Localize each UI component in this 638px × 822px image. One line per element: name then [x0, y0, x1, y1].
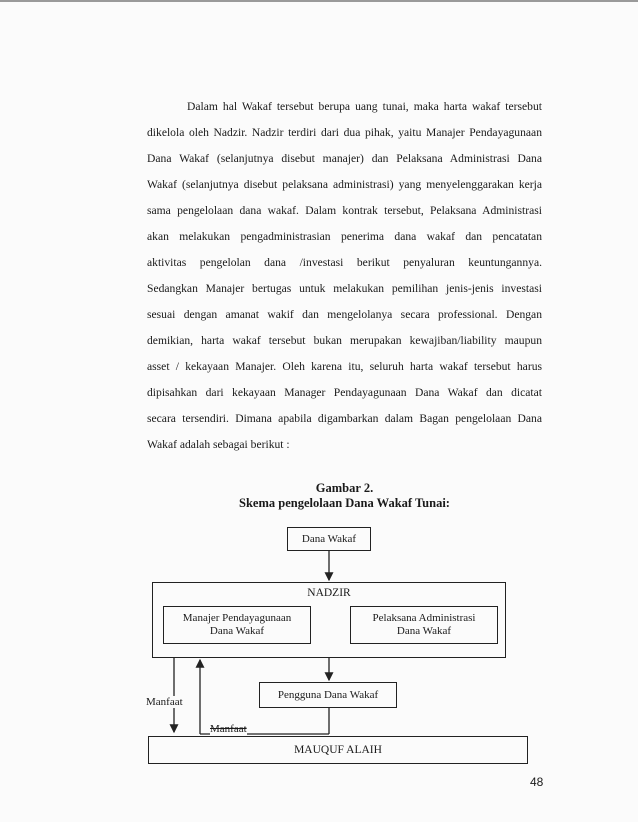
pengguna-label: Pengguna Dana Wakaf	[277, 689, 379, 701]
pelaksana-label-line1: Pelaksana Administrasi	[372, 612, 476, 624]
paragraph-line: Wakaf (selanjutnya disebut pelaksana administrasi) yang menyelenggarakan kerja	[147, 178, 542, 191]
pengguna-box	[259, 682, 397, 708]
paragraph-line: akan melakukan pengadministrasian penerima dana wakaf dan pencatatan	[147, 230, 542, 243]
paragraph-line: Sedangkan Manajer bertugas untuk melakukan pemilihan jenis-jenis investasi	[147, 282, 542, 295]
paragraph-line: Dana Wakaf (selanjutnya disebut manajer) dan Pelaksana Administrasi Dana	[147, 152, 542, 165]
mauquf-alaih-label: MAUQUF ALAIH	[294, 744, 382, 756]
manfaat-bottom-label: Manfaat	[210, 723, 247, 735]
pelaksana-box	[350, 606, 498, 644]
paragraph-line: aktivitas pengelolan dana /investasi berikut penyaluran keuntungannya.	[147, 256, 542, 269]
paragraph-line: dipisahkan dari kekayaan Manager Pendayagunaan Dana Wakaf dan dicatat	[147, 386, 542, 399]
page-number: 48	[530, 775, 544, 789]
figure-caption: Skema pengelolaan Dana Wakaf Tunai:	[239, 496, 450, 510]
manajer-label-line2: Dana Wakaf	[209, 625, 265, 637]
dana-wakaf-label: Dana Wakaf	[301, 533, 357, 545]
paragraph-line: dikelola oleh Nadzir. Nadzir terdiri dari dua pihak, yaitu Manajer Pendayagunaan	[147, 126, 542, 139]
paragraph-line: Dalam hal Wakaf tersebut berupa uang tunai, maka harta wakaf tersebut	[187, 100, 542, 113]
paragraph-line: demikian, harta wakaf tersebut bukan merupakan kewajiban/liability maupun	[147, 334, 542, 347]
paragraph-line: asset / kekayaan Manajer. Oleh karena itu, seluruh harta wakaf tersebut harus	[147, 360, 542, 373]
paragraph-line: Wakaf adalah sebagai berikut :	[147, 438, 290, 451]
paragraph-line: secara tersendiri. Dimana apabila digambarkan dalam Bagan pengelolaan Dana	[147, 412, 542, 425]
manajer-label-line1: Manajer Pendayagunaan	[182, 612, 292, 624]
manfaat-left-label: Manfaat	[146, 696, 183, 708]
nadzir-label: NADZIR	[307, 587, 351, 599]
mauquf-alaih-box	[148, 736, 528, 764]
paragraph-line: sesuai dengan amanat wakif dan mengelolanya secara professional. Dengan	[147, 308, 542, 321]
pelaksana-label-line2: Dana Wakaf	[396, 625, 452, 637]
figure-number: Gambar 2.	[315, 481, 374, 495]
manajer-box	[163, 606, 311, 644]
paragraph-line: sama pengelolaan dana wakaf. Dalam kontrak tersebut, Pelaksana Administrasi	[147, 204, 542, 217]
dana-wakaf-box	[287, 527, 371, 551]
